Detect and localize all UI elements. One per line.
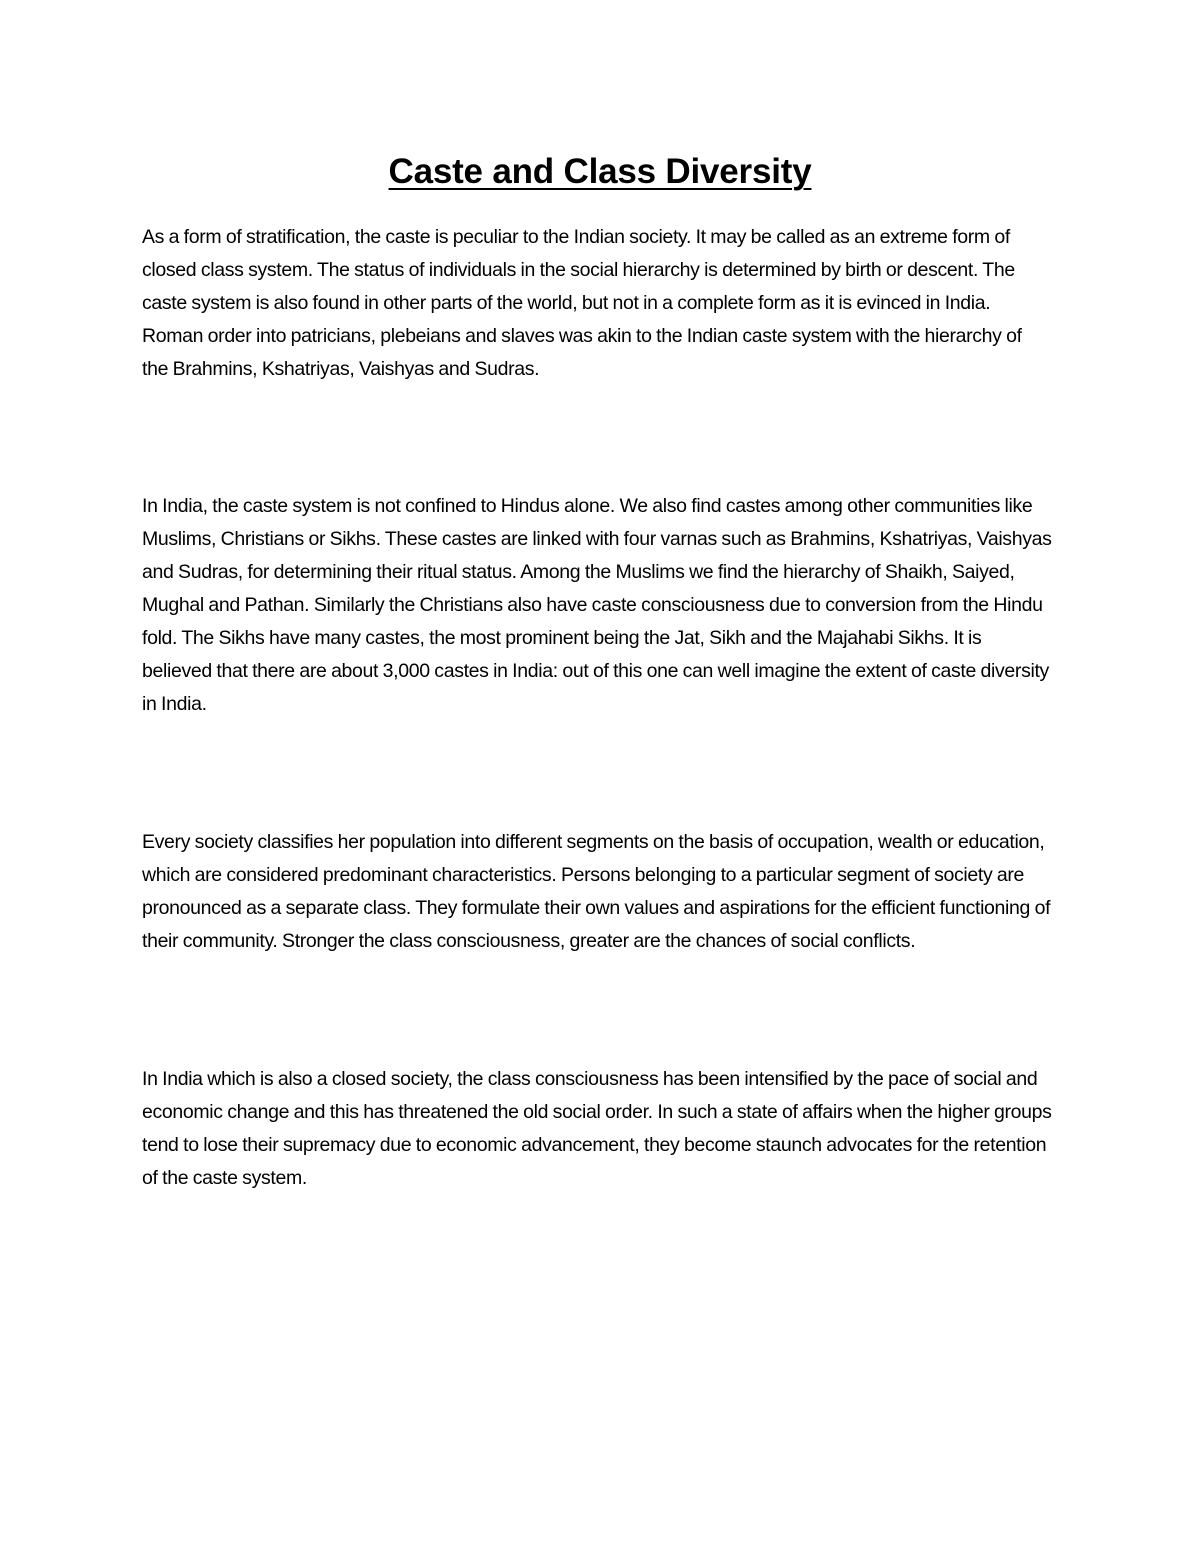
paragraph-class-segments: Every society classifies her population into different segments on the basis of occupation, wealth or education, which are considered predominant characteristics. Persons belonging to a particular segment of society are pronounced as a separate class. They formulate their own values and aspirations for the efficient functioning of their community. Stronger the class consciousness, greater are the chances of social conflicts. [142, 831, 1051, 952]
paragraph-class-consciousness: In India which is also a closed society, the class consciousness has been intensified by the pace of social and economic change and this has threatened the old social order. In such a state of affairs when the higher groups tend to lose their supremacy due to economic advancement, they become staunch advocates for the retention of the caste system. [142, 1068, 1052, 1189]
paragraph-caste-stratification: As a form of stratification, the caste is peculiar to the Indian society. It may be called as an extreme form of closed class system. The status of individuals in the social hierarchy is determined by birth or descent. The caste system is also found in other parts of the world, but not in a complete form as it is evinced in India. Roman order into patricians, plebeians and slaves was akin to the Indian caste system with the hierarchy of the Brahmins, Kshatriyas, Vaishyas and Sudras. [142, 226, 1022, 380]
document-title: Caste and Class Diversity [388, 152, 812, 191]
paragraph-caste-communities: In India, the caste system is not confined to Hindus alone. We also find castes among other communities like Muslims, Christians or Sikhs. These castes are linked with four varnas such as Brahmins, Kshatriyas, Vaishyas and Sudras, for determining their ritual status. Among the Muslims we find the hierarchy of Shaikh, Saiyed, Mughal and Pathan. Similarly the Christians also have caste consciousness due to conversion from the Hindu fold. The Sikhs have many castes, the most prominent being the Jat, Sikh and the Majahabi Sikhs. It is believed that there are about 3,000 castes in India: out of this one can well imagine the extent of caste diversity in India. [142, 495, 1052, 715]
